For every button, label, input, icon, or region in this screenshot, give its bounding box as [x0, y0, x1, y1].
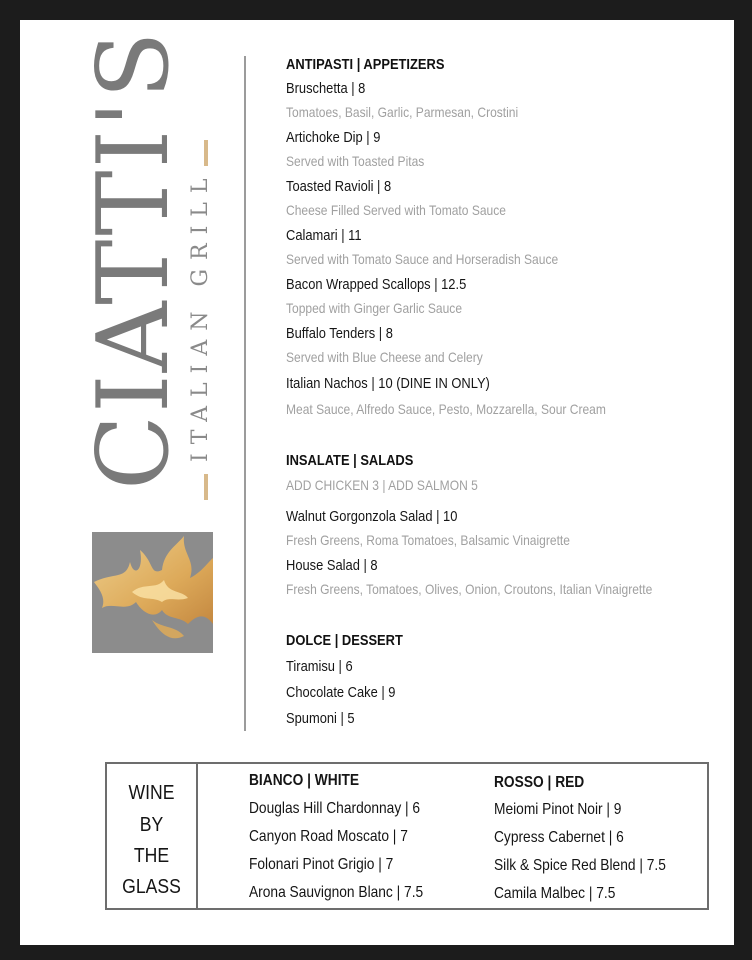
wine-item: Silk & Spice Red Blend | 7.5 [494, 857, 666, 874]
menu-item-name: Italian Nachos | 10 (DINE IN ONLY) [286, 375, 490, 392]
salads-addon-note: ADD CHICKEN 3 | ADD SALMON 5 [286, 477, 478, 493]
menu-item-name: Bacon Wrapped Scallops | 12.5 [286, 276, 467, 293]
wine-label-line: GLASS [122, 876, 181, 898]
vertical-divider [244, 56, 246, 731]
logo-accent-bottom [204, 474, 208, 500]
menu-item-name: Bruschetta | 8 [286, 80, 366, 97]
menu-item-name: Walnut Gorgonzola Salad | 10 [286, 508, 458, 525]
wine-item: Camila Malbec | 7.5 [494, 885, 616, 902]
menu-item-desc: Meat Sauce, Alfredo Sauce, Pesto, Mozzarella, Sour Cream [286, 401, 606, 417]
menu-item-desc: Served with Toasted Pitas [286, 153, 425, 169]
logo-accent-top [204, 140, 208, 166]
red-wine-heading: ROSSO | RED [494, 774, 585, 791]
wine-item: Folonari Pinot Grigio | 7 [249, 856, 394, 873]
dessert-heading: DOLCE | DESSERT [286, 632, 403, 649]
menu-item-name: Tiramisu | 6 [286, 658, 353, 675]
logo-name: CIATTI'S [77, 29, 191, 490]
menu-item-desc: Topped with Ginger Garlic Sauce [286, 300, 463, 316]
menu-item-name: Toasted Ravioli | 8 [286, 178, 392, 195]
menu-item-name: Calamari | 11 [286, 227, 362, 244]
menu-item-desc: Fresh Greens, Tomatoes, Olives, Onion, Croutons, Italian Vinaigrette [286, 581, 653, 597]
logo-subtitle: ITALIAN GRILL [188, 169, 213, 462]
wine-label-line: BY [139, 814, 164, 836]
wine-item: Meiomi Pinot Noir | 9 [494, 801, 622, 818]
appetizers-heading: ANTIPASTI | APPETIZERS [286, 56, 445, 73]
menu-item-name: Buffalo Tenders | 8 [286, 325, 393, 342]
menu-item-desc: Fresh Greens, Roma Tomatoes, Balsamic Vinaigrette [286, 532, 570, 548]
menu-item-name: House Salad | 8 [286, 557, 378, 574]
menu-item-name: Chocolate Cake | 9 [286, 684, 396, 701]
wine-label-line: THE [133, 845, 170, 867]
white-wine-heading: BIANCO | WHITE [249, 772, 360, 789]
wine-item: Cypress Cabernet | 6 [494, 829, 624, 846]
flame-icon [92, 532, 213, 653]
menu-item-desc: Cheese Filled Served with Tomato Sauce [286, 202, 506, 218]
wine-divider [196, 764, 198, 908]
menu-item-desc: Tomatoes, Basil, Garlic, Parmesan, Crostini [286, 104, 519, 120]
menu-item-name: Spumoni | 5 [286, 710, 355, 727]
menu-item-desc: Served with Blue Cheese and Celery [286, 349, 483, 365]
menu-item-name: Artichoke Dip | 9 [286, 129, 381, 146]
wine-label-line: WINE [128, 782, 175, 804]
wine-item: Arona Sauvignon Blanc | 7.5 [249, 884, 424, 901]
wine-item: Canyon Road Moscato | 7 [249, 828, 408, 845]
flame-logo [92, 532, 213, 653]
salads-heading: INSALATE | SALADS [286, 452, 414, 469]
wine-item: Douglas Hill Chardonnay | 6 [249, 800, 421, 817]
menu-item-desc: Served with Tomato Sauce and Horseradish Sauce [286, 251, 559, 267]
